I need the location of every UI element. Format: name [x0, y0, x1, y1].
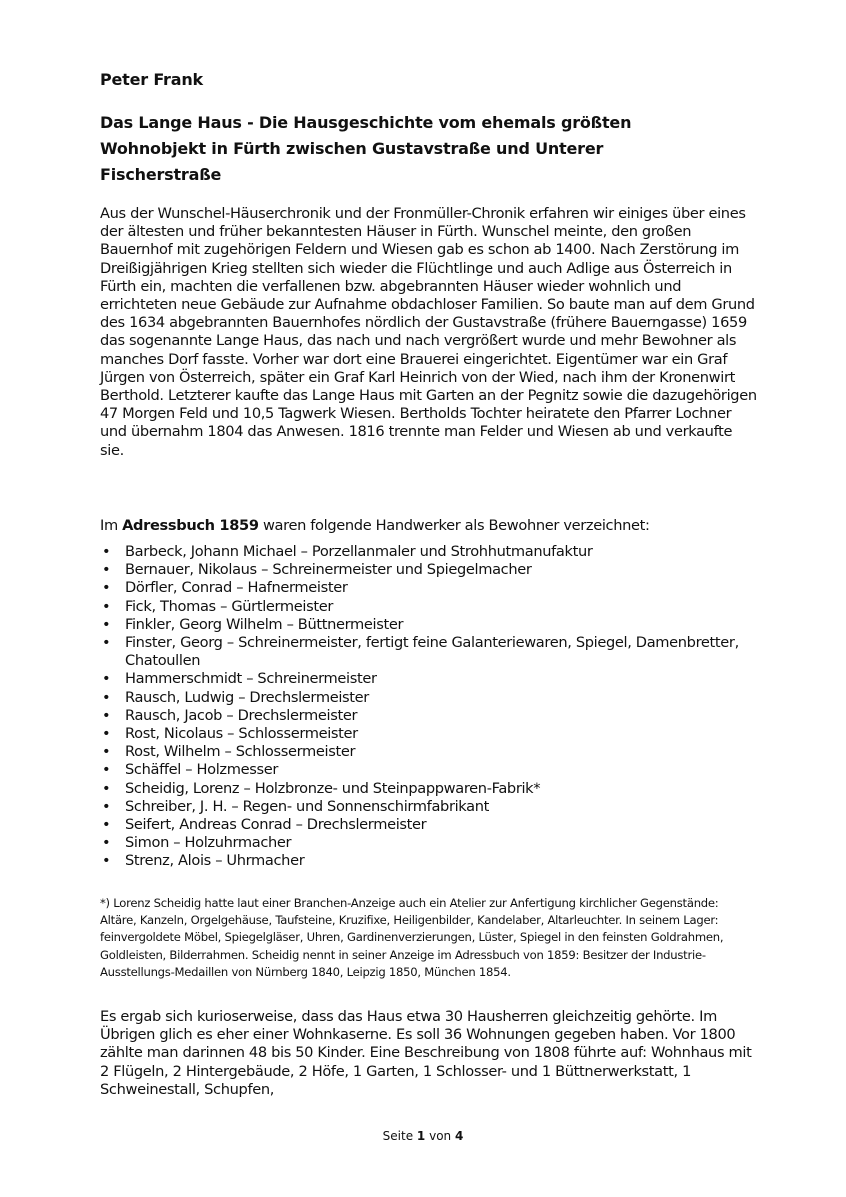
bullet-icon: • — [102, 597, 111, 615]
resident-entry: Seifert, Andreas Conrad – Drechslermeister — [125, 816, 427, 834]
resident-entry: Fick, Thomas – Gürtlermeister — [125, 597, 334, 615]
resident-entry: Bernauer, Nikolaus – Schreinermeister und Spiegelmacher — [125, 561, 532, 579]
residents-intro — [100, 517, 650, 534]
resident-entry: Finster, Georg – Schreinermeister, fertigt feine Galanteriewaren, Spiegel, Damenbretter, Chatoullen — [125, 634, 739, 670]
list-item — [100, 561, 760, 579]
resident-entry: Schreiber, J. H. – Regen- und Sonnenschirmfabrikant — [125, 797, 490, 815]
list-item — [100, 798, 760, 816]
resident-entry: Strenz, Alois – Uhrmacher — [125, 852, 305, 870]
list-item — [100, 725, 760, 743]
bullet-icon: • — [102, 688, 111, 706]
total-pages: 4 — [454, 1129, 464, 1143]
resident-entry: Hammerschmidt – Schreinermeister — [125, 670, 377, 688]
bullet-icon: • — [102, 615, 111, 633]
bullet-icon: • — [102, 543, 111, 560]
list-item — [100, 743, 760, 761]
residents-list — [100, 543, 760, 871]
page-label: Seite — [382, 1129, 414, 1143]
resident-entry: Barbeck, Johann Michael – Porzellanmaler und Strohhutmanufaktur — [125, 543, 593, 560]
document-title: Das Lange Haus - Die Hausgeschichte vom ehemals größten Wohnobjekt in Fürth zwischen Gustavstraße und Unterer Fischerstraße — [100, 113, 632, 184]
bullet-icon: • — [102, 725, 111, 743]
intro-bold-source: Adressbuch 1859 — [122, 517, 259, 534]
list-item — [100, 579, 760, 597]
resident-entry: Dörfler, Conrad – Hafnermeister — [125, 579, 348, 597]
resident-entry: Finkler, Georg Wilhelm – Büttnermeister — [125, 615, 404, 633]
list-item — [100, 634, 760, 670]
bullet-icon: • — [102, 670, 111, 688]
bullet-icon: • — [102, 761, 111, 779]
list-item — [100, 598, 760, 616]
bullet-icon: • — [102, 743, 111, 761]
resident-entry: Rost, Nicolaus – Schlossermeister — [125, 725, 358, 743]
list-item — [100, 707, 760, 725]
footnote: *) Lorenz Scheidig hatte laut einer Branchen-Anzeige auch ein Atelier zur Anfertigung kirchlicher Gegenstände: Altäre, Kanzeln, Orgelgehäuse, Taufsteine, Kruzifixe, Heiligenbilder, Kandelaber, Altarleuchter. In seinem Lager: feinvergoldete Möbel, Spiegelgläser, Uhren, Gardinenverzierungen, Lüster, Spiegel in den feinsten Goldrahmen, Goldleisten, Bilderrahmen. Scheidig nennt in seiner Anzeige im Adressbuch von 1859: Besitzer der Industrie-Ausstellungs-Medaillen von Nürnberg 1840, Leipzig 1850, München 1854. — [100, 896, 724, 979]
intro-suffix: waren folgende Handwerker als Bewohner verzeichnet: — [258, 517, 650, 534]
history-paragraph: Aus der Wunschel-Häuserchronik und der Fronmüller-Chronik erfahren wir einiges über eines der ältesten und früher bekanntesten Häuser in Fürth. Wunschel meinte, den großen Bauernhof mit zugehörigen Feldern und Wiesen gab es schon ab 1400. Nach Zerstörung im Dreißigjährigen Krieg stellten sich wieder die Flüchtlinge und auch Adlige aus Österreich in Fürth ein, machten die verfallenen bzw. abgebrannten Häuser wieder wohnlich und errichteten neue Gebäude zur Aufnahme obdachloser Familien. So baute man auf dem Grund des 1634 abgebrannten Bauernhofes nördlich der Gustavstraße (frühere Bauerngasse) 1659 das sogenannte Lange Haus, das nach und nach vergrößert wurde und mehr Bewohner als manches Dorf fasste. Vorher war dort eine Brauerei eingerichtet. Eigentümer war ein Graf Jürgen von Österreich, später ein Graf Karl Heinrich von der Wied, nach ihm der Kronenwirt Berthold. Letzterer kaufte das Lange Haus mit Garten an der Pegnitz sowie die dazugehörigen 47 Morgen Feld und 10,5 Tagwerk Wiesen. Bertholds Tochter heiratete den Pfarrer Lochner und übernahm 1804 das Anwesen. 1816 trennte man Felder und Wiesen ab und verkaufte sie. — [100, 205, 757, 459]
resident-entry: Rausch, Ludwig – Drechslermeister — [125, 688, 369, 706]
bullet-icon: • — [102, 561, 111, 579]
resident-entry: Schäffel – Holzmesser — [125, 761, 279, 779]
resident-entry: Rost, Wilhelm – Schlossermeister — [125, 743, 356, 761]
author-name: Peter Frank — [100, 70, 203, 89]
bullet-icon: • — [102, 779, 111, 797]
list-item — [100, 852, 760, 870]
list-item — [100, 780, 760, 798]
bullet-icon: • — [102, 579, 111, 597]
resident-entry: Scheidig, Lorenz – Holzbronze- und Steinpappwaren-Fabrik* — [125, 779, 541, 797]
list-item — [100, 816, 760, 834]
current-page: 1 — [416, 1129, 426, 1143]
of-label: von — [429, 1129, 452, 1143]
bullet-icon: • — [102, 816, 111, 834]
list-item — [100, 616, 760, 634]
list-item — [100, 761, 760, 779]
list-item — [100, 834, 760, 852]
list-item — [100, 543, 760, 561]
list-item — [100, 689, 760, 707]
list-item — [100, 670, 760, 688]
bullet-icon: • — [102, 797, 111, 815]
resident-entry: Rausch, Jacob – Drechslermeister — [125, 706, 358, 724]
bullet-icon: • — [102, 706, 111, 724]
bullet-icon: • — [102, 834, 111, 852]
bullet-icon: • — [102, 852, 111, 870]
resident-entry: Simon – Holzuhrmacher — [125, 834, 292, 852]
second-paragraph: Es ergab sich kurioserweise, dass das Haus etwa 30 Hausherren gleichzeitig gehörte. Im Übrigen glich es eher einer Wohnkaserne. Es soll 36 Wohnungen gegeben haben. Vor 1800 zählte man darinnen 48 bis 50 Kinder. Eine Beschreibung von 1808 führte auf: Wohnhaus mit 2 Flügeln, 2 Hintergebäude, 2 Höfe, 1 Garten, 1 Schlosser- und 1 Büttnerwerkstatt, 1 Schweinestall, Schupfen, — [100, 1008, 752, 1098]
page-footer — [0, 1129, 846, 1143]
bullet-icon: • — [102, 634, 111, 652]
intro-prefix: Im — [100, 517, 123, 534]
